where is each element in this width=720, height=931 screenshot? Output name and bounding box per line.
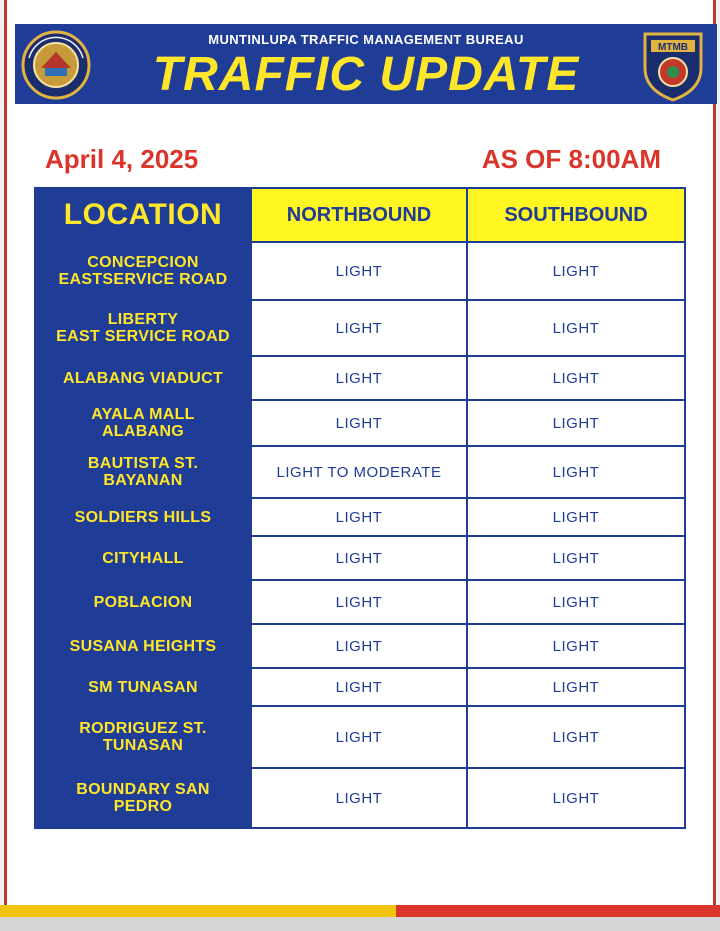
location-cell bbox=[35, 400, 251, 446]
southbound-header: SOUTHBOUND bbox=[467, 188, 685, 242]
bureau-name: MUNTINLUPA TRAFFIC MANAGEMENT BUREAU bbox=[208, 32, 524, 47]
location-line: ALABANG bbox=[101, 423, 185, 440]
table-row bbox=[35, 624, 685, 668]
location-cell bbox=[35, 300, 251, 356]
southbound-status-cell: LIGHT bbox=[467, 668, 685, 706]
location-line: BOUNDARY SAN bbox=[76, 781, 210, 798]
location-cell bbox=[35, 768, 251, 828]
update-time: AS OF 8:00AM bbox=[481, 144, 661, 174]
update-date: April 4, 2025 bbox=[45, 144, 199, 174]
southbound-status-cell: LIGHT bbox=[467, 498, 685, 536]
location-line: SOLDIERS HILLS bbox=[74, 508, 212, 526]
header-banner bbox=[15, 24, 717, 104]
southbound-status-cell: LIGHT bbox=[467, 580, 685, 624]
location-line: TUNASAN bbox=[102, 737, 184, 754]
location-header: LOCATION bbox=[35, 188, 251, 242]
location-cell bbox=[35, 242, 251, 300]
location-cell bbox=[35, 668, 251, 706]
southbound-status-cell: LIGHT bbox=[467, 706, 685, 768]
southbound-status-cell: LIGHT bbox=[467, 768, 685, 828]
location-line: RODRIGUEZ ST. bbox=[79, 720, 207, 737]
northbound-status-cell: LIGHT bbox=[251, 242, 467, 300]
northbound-status-cell: LIGHT bbox=[251, 768, 467, 828]
page bbox=[4, 0, 716, 918]
northbound-status-cell: LIGHT bbox=[251, 536, 467, 580]
location-cell bbox=[35, 356, 251, 400]
location-line: AYALA MALL bbox=[91, 406, 195, 423]
southbound-status-cell: LIGHT bbox=[467, 356, 685, 400]
northbound-status-cell: LIGHT bbox=[251, 580, 467, 624]
location-line: LIBERTY bbox=[107, 311, 179, 328]
southbound-status-cell: LIGHT bbox=[467, 400, 685, 446]
table-row bbox=[35, 668, 685, 706]
table-row bbox=[35, 580, 685, 624]
location-cell bbox=[35, 624, 251, 668]
northbound-status-cell: LIGHT bbox=[251, 498, 467, 536]
table-row bbox=[35, 768, 685, 828]
location-cell bbox=[35, 706, 251, 768]
northbound-status-cell: LIGHT bbox=[251, 356, 467, 400]
location-line: POBLACION bbox=[93, 593, 193, 611]
location-line: SUSANA HEIGHTS bbox=[69, 637, 217, 655]
table-row bbox=[35, 356, 685, 400]
location-cell bbox=[35, 580, 251, 624]
location-line: PEDRO bbox=[113, 798, 173, 815]
table-row bbox=[35, 300, 685, 356]
location-cell bbox=[35, 536, 251, 580]
table-row bbox=[35, 706, 685, 768]
northbound-status-cell: LIGHT bbox=[251, 300, 467, 356]
table-row bbox=[35, 498, 685, 536]
table-row bbox=[35, 446, 685, 498]
northbound-status-cell: LIGHT bbox=[251, 668, 467, 706]
page-title: TRAFFIC UPDATE bbox=[152, 48, 580, 101]
location-line: EAST SERVICE ROAD bbox=[56, 328, 230, 345]
table-row bbox=[35, 400, 685, 446]
footer-gray-band bbox=[0, 917, 720, 931]
northbound-header: NORTHBOUND bbox=[251, 188, 467, 242]
location-line: SM TUNASAN bbox=[88, 678, 198, 696]
southbound-status-cell: LIGHT bbox=[467, 446, 685, 498]
location-cell bbox=[35, 446, 251, 498]
footer-yellow-stripe bbox=[0, 905, 396, 917]
mtmb-badge-logo bbox=[639, 28, 707, 102]
northbound-status-cell: LIGHT bbox=[251, 400, 467, 446]
location-line: CONCEPCION bbox=[87, 254, 199, 271]
location-line: CITYHALL bbox=[102, 549, 184, 567]
northbound-status-cell: LIGHT bbox=[251, 624, 467, 668]
table-row bbox=[35, 242, 685, 300]
traffic-table bbox=[34, 187, 686, 829]
southbound-status-cell: LIGHT bbox=[467, 242, 685, 300]
southbound-status-cell: LIGHT bbox=[467, 624, 685, 668]
northbound-status-cell: LIGHT TO MODERATE bbox=[251, 446, 467, 498]
location-line: ALABANG VIADUCT bbox=[62, 369, 224, 387]
location-cell bbox=[35, 498, 251, 536]
location-line: EASTSERVICE ROAD bbox=[58, 271, 228, 288]
location-line: BAYANAN bbox=[103, 472, 183, 489]
location-line: BAUTISTA ST. bbox=[87, 455, 199, 472]
table-header-row bbox=[35, 188, 685, 242]
svg-text:MTMB: MTMB bbox=[658, 42, 688, 53]
table-row bbox=[35, 536, 685, 580]
footer-red-stripe bbox=[396, 905, 720, 917]
northbound-status-cell: LIGHT bbox=[251, 706, 467, 768]
southbound-status-cell: LIGHT bbox=[467, 536, 685, 580]
southbound-status-cell: LIGHT bbox=[467, 300, 685, 356]
